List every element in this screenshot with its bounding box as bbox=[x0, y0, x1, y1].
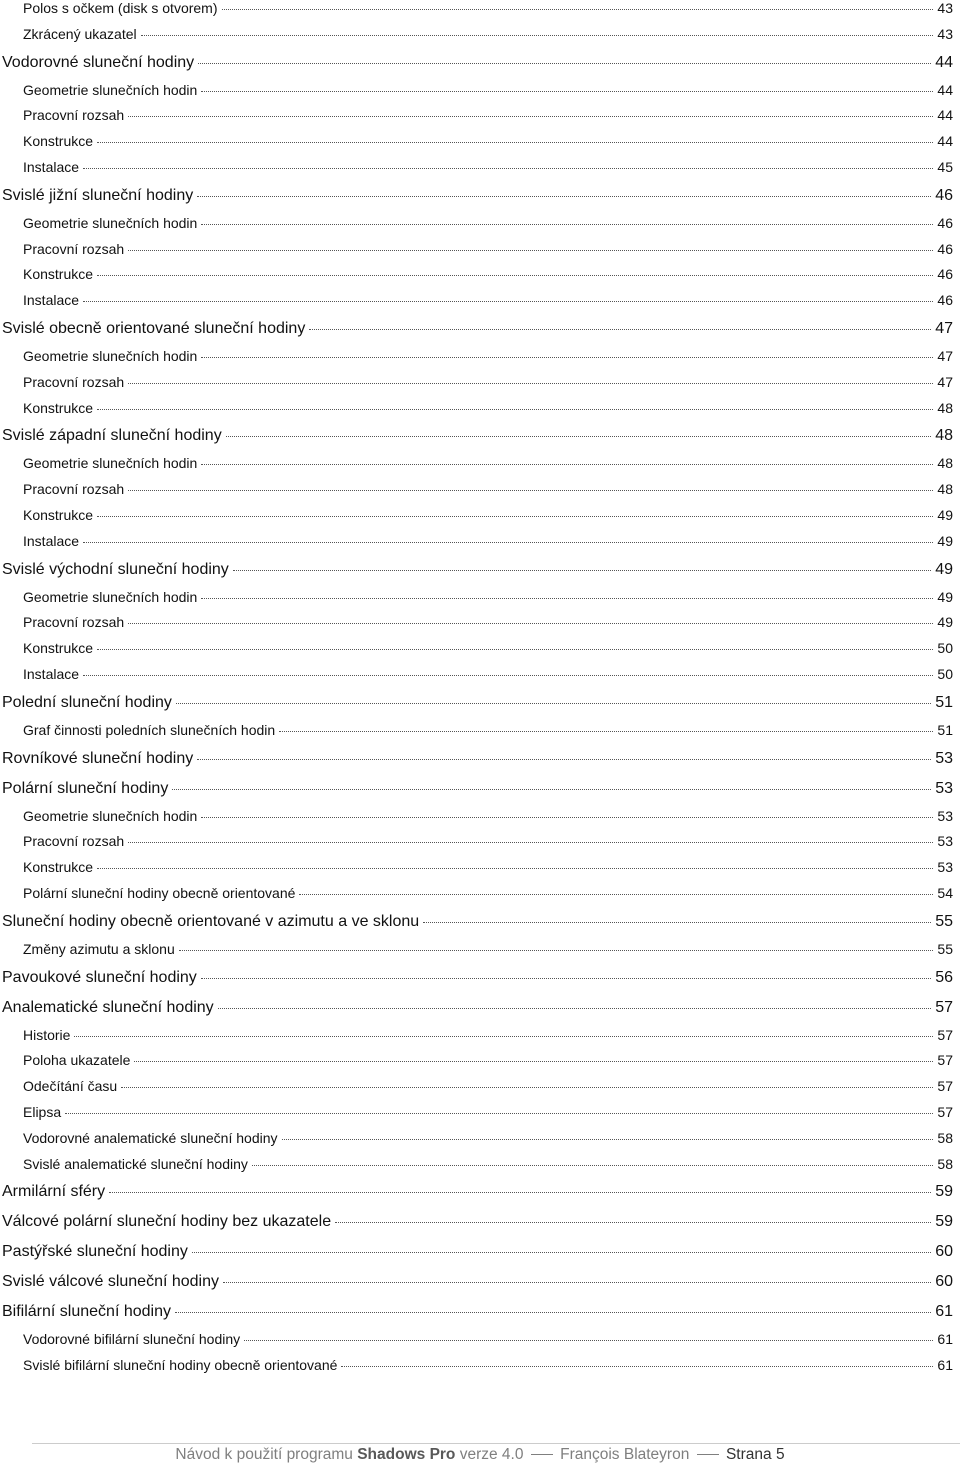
toc-entry-page: 57 bbox=[935, 998, 953, 1016]
toc-entry-page: 49 bbox=[937, 507, 953, 523]
toc-entry-page: 58 bbox=[937, 1155, 953, 1172]
toc-entry-title: Válcové polární sluneční hodiny bez ukazatele bbox=[2, 1213, 332, 1231]
toc-entry[interactable] bbox=[0, 187, 953, 217]
toc-entry-title: Konstrukce bbox=[23, 507, 94, 523]
toc-dot-leader bbox=[335, 1222, 931, 1223]
toc-entry[interactable] bbox=[0, 455, 953, 481]
toc-entry[interactable] bbox=[0, 374, 953, 400]
toc-entry-title: Elipsa bbox=[23, 1104, 62, 1120]
toc-entry-title: Svislé analematické sluneční hodiny bbox=[23, 1155, 248, 1172]
footer-version: verze 4.0 bbox=[459, 1446, 524, 1463]
toc-entry-title: Vodorovné bifilární sluneční hodiny bbox=[23, 1331, 241, 1348]
toc-dot-leader bbox=[128, 490, 933, 491]
footer-author: François Blateyron bbox=[560, 1446, 690, 1463]
toc-dot-leader bbox=[198, 63, 931, 64]
toc-dot-leader bbox=[201, 224, 933, 225]
page-footer bbox=[0, 1446, 960, 1464]
toc-dot-leader bbox=[192, 1252, 931, 1253]
toc-dot-leader bbox=[83, 301, 933, 302]
toc-entry-page: 58 bbox=[937, 1129, 953, 1146]
toc-entry[interactable] bbox=[0, 913, 953, 943]
toc-entry-page: 44 bbox=[937, 81, 953, 98]
toc-entry-title: Poloha ukazatele bbox=[23, 1052, 131, 1069]
toc-dot-leader bbox=[222, 9, 934, 10]
toc-entry-title: Pracovní rozsah bbox=[23, 373, 125, 390]
toc-entry[interactable] bbox=[0, 507, 953, 533]
toc-entry[interactable] bbox=[0, 666, 953, 692]
toc-entry-page: 57 bbox=[937, 1026, 953, 1043]
toc-entry[interactable] bbox=[0, 1078, 953, 1104]
toc-entry-title: Pracovní rozsah bbox=[23, 614, 125, 631]
toc-entry-title: Konstrukce bbox=[23, 399, 94, 416]
toc-entry-title: Analematické sluneční hodiny bbox=[2, 998, 214, 1016]
toc-entry[interactable] bbox=[0, 941, 953, 967]
toc-entry[interactable] bbox=[0, 694, 953, 724]
toc-entry[interactable] bbox=[0, 589, 953, 615]
toc-entry-page: 47 bbox=[937, 373, 953, 390]
toc-entry-page: 53 bbox=[935, 779, 953, 797]
toc-dot-leader bbox=[97, 275, 933, 276]
toc-dot-leader bbox=[201, 91, 933, 92]
toc-dot-leader bbox=[97, 516, 933, 517]
toc-entry-title: Konstrukce bbox=[23, 640, 94, 657]
toc-entry[interactable] bbox=[0, 427, 953, 457]
toc-entry-title: Pastýřské sluneční hodiny bbox=[2, 1243, 188, 1261]
toc-entry-page: 53 bbox=[935, 749, 953, 767]
toc-entry-page: 55 bbox=[935, 912, 953, 930]
toc-entry-title: Svislé obecně orientované sluneční hodiny bbox=[2, 320, 306, 337]
toc-entry[interactable] bbox=[0, 780, 953, 810]
toc-entry-title: Armilární sféry bbox=[2, 1183, 106, 1201]
toc-dot-leader bbox=[226, 436, 932, 437]
toc-entry-title: Polední sluneční hodiny bbox=[2, 693, 172, 711]
toc-entry-title: Svislé západní sluneční hodiny bbox=[2, 427, 222, 445]
toc-dot-leader bbox=[97, 409, 933, 410]
toc-entry-page: 57 bbox=[937, 1078, 953, 1095]
toc-entry-page: 46 bbox=[935, 186, 953, 204]
toc-entry-page: 49 bbox=[937, 532, 953, 549]
toc-entry-page: 60 bbox=[935, 1273, 953, 1291]
toc-entry[interactable] bbox=[0, 266, 953, 292]
footer-divider bbox=[32, 1443, 960, 1444]
toc-entry-title: Bifilární sluneční hodiny bbox=[2, 1303, 171, 1321]
toc-entry-title: Svislé bifilární sluneční hodiny obecně orientované bbox=[23, 1357, 338, 1374]
toc-dot-leader bbox=[282, 1139, 934, 1140]
toc-entry[interactable] bbox=[0, 561, 953, 591]
toc-entry-page: 56 bbox=[935, 968, 953, 986]
toc-dot-leader bbox=[233, 570, 931, 571]
toc-entry-title: Geometrie slunečních hodin bbox=[23, 807, 198, 824]
toc-entry-title: Pracovní rozsah bbox=[23, 107, 125, 124]
toc-entry[interactable] bbox=[0, 292, 953, 318]
toc-entry-page: 57 bbox=[937, 1052, 953, 1069]
toc-entry-page: 43 bbox=[937, 0, 953, 16]
toc-entry-page: 47 bbox=[935, 320, 953, 337]
toc-entry[interactable] bbox=[0, 533, 953, 559]
toc-dot-leader bbox=[65, 1113, 933, 1114]
toc-entry-title: Pracovní rozsah bbox=[23, 833, 125, 850]
toc-entry-title: Instalace bbox=[23, 292, 80, 309]
footer-dash bbox=[531, 1454, 553, 1455]
toc-entry-page: 46 bbox=[937, 292, 953, 309]
toc-entry[interactable] bbox=[0, 1156, 953, 1182]
toc-entry-title: Graf činnosti poledních slunečních hodin bbox=[23, 721, 276, 738]
toc-entry-title: Vodorovné analematické sluneční hodiny bbox=[23, 1129, 278, 1146]
toc-entry-page: 53 bbox=[937, 859, 953, 876]
toc-dot-leader bbox=[176, 703, 931, 704]
toc-entry-title: Rovníkové sluneční hodiny bbox=[2, 749, 194, 767]
toc-entry-page: 47 bbox=[937, 348, 953, 364]
toc-entry[interactable] bbox=[0, 833, 953, 859]
toc-entry-title: Zkrácený ukazatel bbox=[23, 25, 137, 42]
toc-dot-leader bbox=[201, 978, 931, 979]
toc-entry-page: 53 bbox=[937, 807, 953, 824]
toc-entry-title: Polos s očkem (disk s otvorem) bbox=[23, 0, 218, 16]
footer-prefix: Návod k použití programu bbox=[175, 1446, 353, 1463]
toc-entry-page: 61 bbox=[937, 1331, 953, 1348]
toc-entry-page: 59 bbox=[935, 1213, 953, 1231]
toc-entry-title: Geometrie slunečních hodin bbox=[23, 348, 198, 364]
toc-entry-page: 61 bbox=[937, 1357, 953, 1374]
toc-dot-leader bbox=[97, 142, 933, 143]
toc-entry[interactable] bbox=[0, 1357, 953, 1383]
toc-entry[interactable] bbox=[0, 1130, 953, 1156]
toc-dot-leader bbox=[252, 1165, 934, 1166]
toc-entry-page: 51 bbox=[935, 693, 953, 711]
toc-entry-page: 49 bbox=[937, 588, 953, 605]
toc-entry[interactable] bbox=[0, 133, 953, 159]
toc-entry[interactable] bbox=[0, 320, 953, 350]
toc-dot-leader bbox=[279, 731, 933, 732]
toc-entry[interactable] bbox=[0, 1243, 953, 1273]
toc-entry-title: Svislé jižní sluneční hodiny bbox=[2, 186, 194, 204]
toc-dot-leader bbox=[201, 817, 933, 818]
toc-entry-page: 50 bbox=[937, 666, 953, 682]
footer-dash bbox=[697, 1454, 719, 1455]
toc-entry-title: Vodorovné sluneční hodiny bbox=[2, 53, 195, 71]
toc-entry-page: 49 bbox=[937, 614, 953, 631]
toc-dot-leader bbox=[218, 1008, 932, 1009]
toc-entry[interactable] bbox=[0, 1052, 953, 1078]
toc-entry[interactable] bbox=[0, 1183, 953, 1213]
toc-entry[interactable] bbox=[0, 1104, 953, 1130]
toc-dot-leader bbox=[128, 250, 933, 251]
toc-entry-page: 48 bbox=[937, 481, 953, 498]
toc-entry-title: Historie bbox=[23, 1026, 71, 1043]
toc-dot-leader bbox=[175, 1312, 931, 1313]
toc-entry-page: 45 bbox=[937, 159, 953, 175]
toc-entry[interactable] bbox=[0, 750, 953, 780]
toc-entry[interactable] bbox=[0, 348, 953, 374]
footer-page-number: Strana 5 bbox=[725, 1446, 785, 1463]
toc-entry-title: Pracovní rozsah bbox=[23, 481, 125, 498]
toc-entry[interactable] bbox=[0, 1027, 953, 1053]
toc-entry[interactable] bbox=[0, 241, 953, 267]
toc-entry-page: 48 bbox=[937, 399, 953, 416]
toc-entry-page: 54 bbox=[937, 885, 953, 901]
toc-entry-title: Instalace bbox=[23, 532, 80, 549]
toc-entry[interactable] bbox=[0, 159, 953, 185]
toc-entry-page: 46 bbox=[937, 214, 953, 231]
toc-dot-leader bbox=[201, 464, 933, 465]
toc-entry-page: 44 bbox=[935, 53, 953, 71]
toc-entry[interactable] bbox=[0, 885, 953, 911]
toc-dot-leader bbox=[341, 1366, 933, 1367]
toc-entry-page: 61 bbox=[935, 1303, 953, 1321]
toc-dot-leader bbox=[197, 759, 931, 760]
toc-entry[interactable] bbox=[0, 859, 953, 885]
toc-entry-title: Svislé východní sluneční hodiny bbox=[2, 560, 229, 578]
toc-dot-leader bbox=[309, 329, 931, 330]
toc-entry-title: Pracovní rozsah bbox=[23, 240, 125, 257]
toc-dot-leader bbox=[128, 623, 933, 624]
toc-entry-page: 48 bbox=[935, 427, 953, 445]
toc-entry-title: Sluneční hodiny obecně orientované v azimutu a ve sklonu bbox=[2, 912, 420, 930]
toc-entry-page: 46 bbox=[937, 266, 953, 283]
toc-entry[interactable] bbox=[0, 82, 953, 108]
toc-entry-page: 51 bbox=[937, 721, 953, 738]
toc-entry-title: Konstrukce bbox=[23, 133, 94, 150]
toc-dot-leader bbox=[109, 1192, 931, 1193]
toc-entry-title: Změny azimutu a sklonu bbox=[23, 940, 175, 957]
toc-dot-leader bbox=[172, 789, 931, 790]
toc-dot-leader bbox=[74, 1036, 933, 1037]
toc-entry[interactable] bbox=[0, 0, 953, 26]
toc-entry[interactable] bbox=[0, 481, 953, 507]
toc-entry-title: Pavoukové sluneční hodiny bbox=[2, 968, 197, 986]
toc-dot-leader bbox=[97, 868, 933, 869]
toc-entry-page: 60 bbox=[935, 1243, 953, 1261]
toc-entry-title: Instalace bbox=[23, 159, 80, 175]
toc-entry-title: Polární sluneční hodiny obecně orientované bbox=[23, 885, 296, 901]
toc-entry[interactable] bbox=[0, 215, 953, 241]
toc-entry-title: Polární sluneční hodiny bbox=[2, 779, 169, 797]
toc-dot-leader bbox=[128, 842, 933, 843]
toc-entry[interactable] bbox=[0, 54, 953, 84]
toc-entry-page: 53 bbox=[937, 833, 953, 850]
toc-dot-leader bbox=[201, 598, 933, 599]
toc-dot-leader bbox=[201, 357, 933, 358]
toc-dot-leader bbox=[223, 1282, 931, 1283]
toc-dot-leader bbox=[244, 1340, 933, 1341]
toc-dot-leader bbox=[83, 168, 933, 169]
toc-dot-leader bbox=[121, 1087, 933, 1088]
toc-entry[interactable] bbox=[0, 640, 953, 666]
toc-entry-title: Geometrie slunečních hodin bbox=[23, 81, 198, 98]
toc-entry[interactable] bbox=[0, 999, 953, 1029]
toc-entry-title: Geometrie slunečních hodin bbox=[23, 214, 198, 231]
toc-dot-leader bbox=[128, 383, 933, 384]
toc-entry-title: Geometrie slunečních hodin bbox=[23, 455, 198, 472]
toc-entry[interactable] bbox=[0, 400, 953, 426]
toc-dot-leader bbox=[128, 116, 933, 117]
toc-entry[interactable] bbox=[0, 1273, 953, 1303]
toc-entry[interactable] bbox=[0, 107, 953, 133]
toc-entry[interactable] bbox=[0, 1213, 953, 1243]
toc-entry-page: 44 bbox=[937, 107, 953, 124]
toc-dot-leader bbox=[134, 1061, 933, 1062]
toc-entry[interactable] bbox=[0, 26, 953, 52]
toc-entry[interactable] bbox=[0, 969, 953, 999]
toc-dot-leader bbox=[423, 922, 931, 923]
toc-entry-page: 49 bbox=[935, 560, 953, 578]
toc-dot-leader bbox=[299, 894, 933, 895]
toc-entry-page: 46 bbox=[937, 240, 953, 257]
toc-dot-leader bbox=[83, 675, 933, 676]
toc-dot-leader bbox=[179, 950, 934, 951]
toc-entry-page: 43 bbox=[937, 25, 953, 42]
toc-entry-page: 44 bbox=[937, 133, 953, 150]
toc-entry[interactable] bbox=[0, 722, 953, 748]
toc-entry[interactable] bbox=[0, 1303, 953, 1333]
toc-entry-page: 50 bbox=[937, 640, 953, 657]
toc-dot-leader bbox=[197, 196, 931, 197]
toc-entry-page: 59 bbox=[935, 1183, 953, 1201]
toc-entry-title: Svislé válcové sluneční hodiny bbox=[2, 1273, 220, 1291]
toc-entry-title: Odečítání času bbox=[23, 1078, 118, 1095]
footer-product: Shadows Pro bbox=[357, 1446, 456, 1463]
toc-entry[interactable] bbox=[0, 808, 953, 834]
toc-dot-leader bbox=[83, 542, 933, 543]
toc-entry-title: Konstrukce bbox=[23, 266, 94, 283]
toc-entry-page: 57 bbox=[937, 1104, 953, 1120]
toc-entry-title: Instalace bbox=[23, 666, 80, 682]
toc-dot-leader bbox=[97, 649, 933, 650]
toc-entry-title: Geometrie slunečních hodin bbox=[23, 588, 198, 605]
toc-entry-title: Konstrukce bbox=[23, 859, 94, 876]
toc-dot-leader bbox=[141, 35, 934, 36]
toc-entry[interactable] bbox=[0, 1331, 953, 1357]
toc-entry[interactable] bbox=[0, 614, 953, 640]
toc-entry-page: 48 bbox=[937, 455, 953, 472]
toc-entry-page: 55 bbox=[937, 940, 953, 957]
